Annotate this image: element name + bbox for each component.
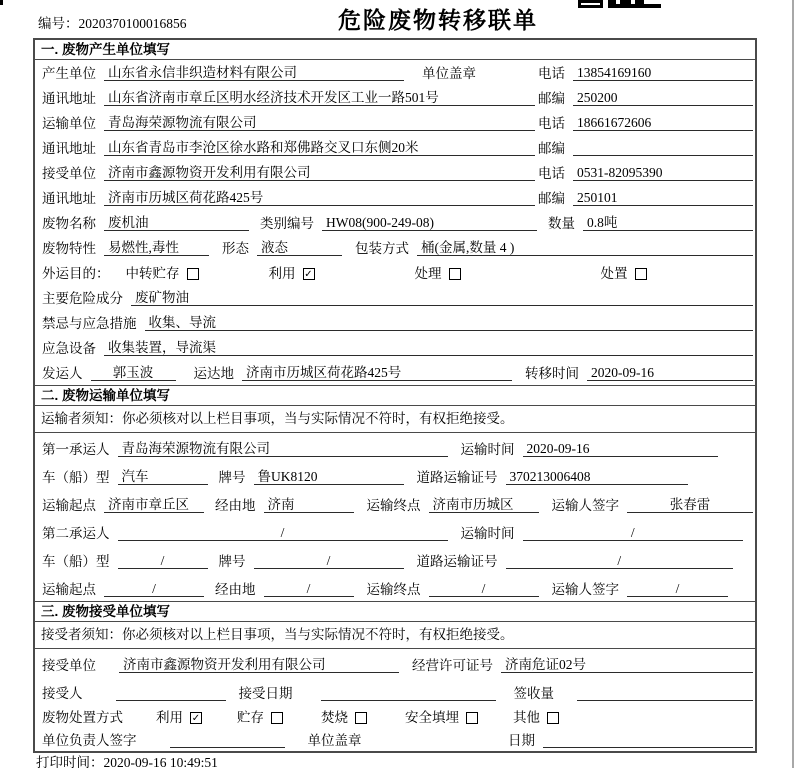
vehicle-type-value: 汽车 <box>118 469 208 485</box>
transport-time-label: 运输时间 <box>460 442 515 457</box>
checkbox-unchecked-icon <box>271 712 283 724</box>
transfer-time-label: 转移时间 <box>525 366 579 381</box>
waste-traits-value: 易燃性,毒性 <box>104 240 209 256</box>
checkbox-unchecked-icon <box>466 712 478 724</box>
purpose-option-label: 利用 <box>268 266 296 281</box>
equipment-label: 应急设备 <box>42 341 96 356</box>
purpose-option-label: 处置 <box>600 266 628 281</box>
route2-end-label: 运输终点 <box>366 582 421 597</box>
taboo-label: 禁忌与应急措施 <box>42 316 137 331</box>
waste-code-label: 类别编号 <box>260 216 314 231</box>
vehicle-type2-label: 车（船）型 <box>42 554 110 569</box>
row-generator-unit <box>35 60 755 85</box>
transport-zip-value <box>573 141 753 156</box>
purpose-option-treat <box>415 266 461 281</box>
plate-value: 鲁UK8120 <box>254 469 404 485</box>
road-permit2-label: 道路运输证号 <box>416 554 498 569</box>
receiver-phone-label: 电话 <box>538 166 565 181</box>
page-edge-line <box>792 0 794 768</box>
row-waste-name <box>35 210 755 235</box>
generator-unit-value: 山东省永信非织造材料有限公司 <box>104 65 404 81</box>
second-carrier-label: 第二承运人 <box>42 526 110 541</box>
print-time-label: 打印时间： <box>36 755 104 768</box>
purpose-option-label: 中转贮存 <box>125 266 180 281</box>
accept-date-value <box>321 686 496 701</box>
acceptor-value <box>116 686 226 701</box>
carrier2-sign-value: / <box>627 581 728 597</box>
waste-pack-label: 包装方式 <box>355 241 409 256</box>
purpose-label: 外运目的： <box>42 266 110 281</box>
road-permit2-value: / <box>506 553 734 569</box>
generator-unit-label: 产生单位 <box>42 66 96 81</box>
section2-title: 二. 废物运输单位填写 <box>35 385 755 406</box>
transporter-notice: 运输者须知：你必须核对以上栏目事项，当与实际情况不符时，有权拒绝接受。 <box>35 406 755 433</box>
row-receiver-address <box>35 185 755 210</box>
row-transport-address <box>35 135 755 160</box>
received-qty-label: 签收量 <box>513 686 554 701</box>
row-acceptance <box>35 677 755 705</box>
disposal-option-label: 其他 <box>513 710 540 725</box>
waste-name-value: 废机油 <box>104 215 249 231</box>
plate2-value: / <box>254 553 404 569</box>
receiver-unit-value: 济南市鑫源物资开发利用有限公司 <box>104 165 535 181</box>
vehicle-type-label: 车（船）型 <box>42 470 110 485</box>
row-vehicle-1 <box>35 461 755 489</box>
receiver-zip-label: 邮编 <box>538 191 565 206</box>
serial-value: 2020370100016856 <box>78 16 187 31</box>
disposal-option-incinerate <box>321 710 367 725</box>
first-carrier-value: 青岛海荣源物流有限公司 <box>118 441 448 457</box>
road-permit-label: 道路运输证号 <box>416 470 498 485</box>
transport-address-label: 通讯地址 <box>42 141 96 156</box>
plate-label: 牌号 <box>218 470 246 485</box>
generator-phone-value: 13854169160 <box>573 65 753 81</box>
purpose-option-dispose <box>601 266 647 281</box>
row-generator-address <box>35 85 755 110</box>
dispatcher-value: 郭玉波 <box>91 365 176 381</box>
road-permit-value: 370213006408 <box>506 469 689 485</box>
disposal-option-utilize <box>156 710 202 725</box>
receiver-phone-value: 0531-82095390 <box>573 165 753 181</box>
route2-via-label: 经由地 <box>215 582 256 597</box>
route-end-label: 运输终点 <box>366 498 421 513</box>
row-receiver-unit <box>35 160 755 185</box>
page-title: 危险废物转移联单 <box>338 7 538 33</box>
unit-seal-label: 单位盖章 <box>422 66 476 81</box>
route2-end-value: / <box>429 581 539 597</box>
row-hazard-components <box>35 285 755 310</box>
dispatcher-label: 发运人 <box>42 366 83 381</box>
disposal-label: 废物处置方式 <box>42 710 123 725</box>
generator-phone-label: 电话 <box>538 66 565 81</box>
receiver-notice: 接受者须知：你必须核对以上栏目事项，当与实际情况不符时，有权拒绝接受。 <box>35 622 755 649</box>
checkbox-unchecked-icon <box>355 712 367 724</box>
transfer-time-value: 2020-09-16 <box>587 365 753 381</box>
hazard-value: 废矿物油 <box>131 290 753 306</box>
checkbox-unchecked-icon <box>449 268 461 280</box>
disposal-option-label: 焚烧 <box>321 710 348 725</box>
qr-code-fragment <box>578 0 662 9</box>
route2-via-value: / <box>264 581 354 597</box>
route-start-value: 济南市章丘区 <box>104 497 204 513</box>
print-time-value: 2020-09-16 10:49:51 <box>103 755 218 768</box>
print-time <box>36 751 218 768</box>
transport-address-value: 山东省青岛市李沧区徐水路和郑佛路交叉口东侧20米 <box>104 140 535 156</box>
carrier-sign-value: 张春雷 <box>627 497 753 513</box>
disposal-option-label: 利用 <box>156 710 183 725</box>
responsible-sign-value <box>170 733 285 748</box>
acceptor-label: 接受人 <box>42 686 83 701</box>
waste-pack-value: 桶(金属,数量 4 ) <box>417 240 753 256</box>
receiver-zip-value: 250101 <box>573 190 753 206</box>
purpose-option-utilize <box>269 266 315 281</box>
checkbox-unchecked-icon <box>635 268 647 280</box>
accept-date-label: 接受日期 <box>238 686 293 701</box>
route-end-value: 济南市历城区 <box>429 497 539 513</box>
first-carrier-label: 第一承运人 <box>42 442 110 457</box>
taboo-value: 收集、导流 <box>145 315 754 331</box>
sign-date-label: 日期 <box>508 733 535 748</box>
row-accepting-unit <box>35 649 755 677</box>
receiver-address-label: 通讯地址 <box>42 191 96 206</box>
receiver-unit-label: 接受单位 <box>42 166 96 181</box>
carrier2-sign-label: 运输人签字 <box>551 582 619 597</box>
waste-qty-label: 数量 <box>548 216 575 231</box>
accepting-unit-label: 接受单位 <box>42 658 96 673</box>
waste-name-label: 废物名称 <box>42 216 96 231</box>
row-route-2 <box>35 573 755 601</box>
checkbox-unchecked-icon <box>547 712 559 724</box>
checkbox-checked-icon: ✓ <box>191 712 201 724</box>
transport-zip-label: 邮编 <box>538 141 565 156</box>
unit-seal2-label: 单位盖章 <box>307 733 362 748</box>
transport-time-value: 2020-09-16 <box>523 441 719 457</box>
transport-time2-value: / <box>523 525 744 541</box>
vehicle-type2-value: / <box>118 553 208 569</box>
row-taboo-measures <box>35 310 755 335</box>
row-second-carrier <box>35 517 755 545</box>
row-route-1 <box>35 489 755 517</box>
purpose-option-storage <box>126 266 199 281</box>
row-dispatcher <box>35 360 755 385</box>
document-header <box>0 0 796 38</box>
manifest-form <box>33 38 757 753</box>
destination-label: 运达地 <box>193 366 234 381</box>
row-transport-unit <box>35 110 755 135</box>
waste-qty-value: 0.8吨 <box>583 215 753 231</box>
route2-start-value: / <box>104 581 204 597</box>
waste-code-value: HW08(900-249-08) <box>322 215 537 231</box>
row-first-carrier <box>35 433 755 461</box>
generator-zip-label: 邮编 <box>538 91 565 106</box>
generator-address-label: 通讯地址 <box>42 91 96 106</box>
route-via-label: 经由地 <box>215 498 256 513</box>
serial-label: 编号： <box>38 16 79 31</box>
transport-phone-label: 电话 <box>538 116 565 131</box>
route-via-value: 济南 <box>264 497 354 513</box>
hazard-label: 主要危险成分 <box>42 291 123 306</box>
transport-time2-label: 运输时间 <box>460 526 515 541</box>
receiver-address-value: 济南市历城区荷花路425号 <box>104 190 535 206</box>
transport-phone-value: 18661672606 <box>573 115 753 131</box>
license-value: 济南危证02号 <box>501 657 753 673</box>
route2-start-label: 运输起点 <box>42 582 96 597</box>
destination-value: 济南市历城区荷花路425号 <box>242 365 512 381</box>
row-emergency-equipment <box>35 335 755 360</box>
generator-address-value: 山东省济南市章丘区明水经济技术开发区工业一路501号 <box>104 90 535 106</box>
received-qty-value <box>577 686 753 701</box>
checkbox-unchecked-icon <box>187 268 199 280</box>
responsible-sign-label: 单位负责人签字 <box>42 733 137 748</box>
disposal-option-landfill <box>405 710 478 725</box>
section1-title: 一. 废物产生单位填写 <box>35 40 755 60</box>
disposal-option-other <box>513 710 559 725</box>
transport-unit-value: 青岛海荣源物流有限公司 <box>104 115 535 131</box>
section3-title: 三. 废物接受单位填写 <box>35 601 755 622</box>
checkbox-checked-icon: ✓ <box>304 268 313 280</box>
disposal-option-label: 安全填埋 <box>405 710 459 725</box>
row-waste-traits <box>35 235 755 260</box>
disposal-option-store <box>237 710 283 725</box>
equipment-value: 收集装置，导流渠 <box>104 340 753 356</box>
second-carrier-value: / <box>118 525 448 541</box>
plate2-label: 牌号 <box>218 554 246 569</box>
purpose-option-label: 处理 <box>414 266 442 281</box>
row-signoff <box>35 728 755 751</box>
route-start-label: 运输起点 <box>42 498 96 513</box>
waste-traits-label: 废物特性 <box>42 241 96 256</box>
waste-form-value: 液态 <box>257 240 342 256</box>
transport-unit-label: 运输单位 <box>42 116 96 131</box>
sign-date-value <box>543 733 753 748</box>
disposal-option-label: 贮存 <box>237 710 264 725</box>
license-label: 经营许可证号 <box>412 658 493 673</box>
row-disposal-method <box>35 705 755 728</box>
carrier-sign-label: 运输人签字 <box>551 498 619 513</box>
row-vehicle-2 <box>35 545 755 573</box>
waste-form-label: 形态 <box>222 241 249 256</box>
row-transfer-purpose <box>35 260 755 285</box>
accepting-unit-value: 济南市鑫源物资开发利用有限公司 <box>119 657 399 673</box>
generator-zip-value: 250200 <box>573 90 753 106</box>
